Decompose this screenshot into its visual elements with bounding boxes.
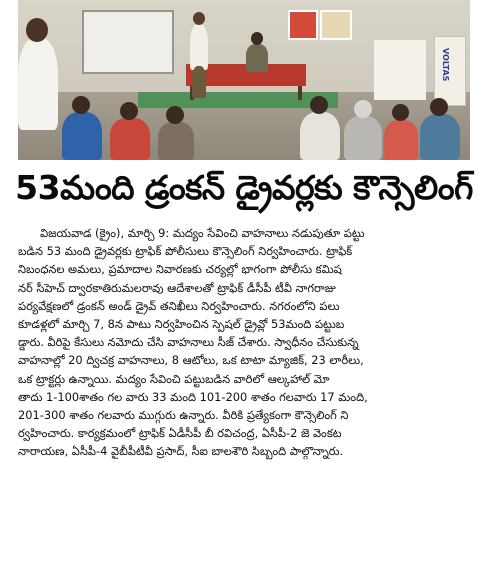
body-line: 201-300 శాతం గలవారు ముగ్గురు ఉన్నారు. వీరికి ప్రత్యేకంగా కౌన్సెలింగ్ ని — [18, 407, 349, 422]
photo-whiteboard — [82, 10, 174, 74]
photo-poster-red — [288, 10, 318, 40]
photo-table-leg — [298, 86, 302, 100]
photo-audience-head — [354, 100, 372, 118]
newspaper-clipping — [14, 0, 484, 548]
photo-green-carpet — [138, 92, 338, 108]
body-line: నారాయణ, ఏసీపీ-4 వైబీపీటీవీ ప్రసాద్, సీఐ బాలశౌరి సిబ్బంది పాల్గొన్నారు. — [18, 444, 344, 459]
photo-speaker-head — [193, 12, 205, 25]
body-line: పర్యవేక్షణలో డ్రంకన్ అండ్ డ్రైవ్ తనిఖీలు నిర్వహించారు. నగరంలోని పలు — [18, 298, 340, 313]
body-line: డ్డారు. వీరిపై కేసులు నమోదు చేసి వాహనాలు సీజ్ చేశారు. స్వాధీనం చేసుకున్న — [18, 335, 359, 350]
body-line: తాదు 1-100శాతం గల వారు 33 మంది 101-200 శాతం గలవారు 17 మంది, — [18, 389, 368, 404]
body-line: నర్ సీహెచ్ ద్వారకాతిరుమలరావు ఆదేశాలతో ట్రాఫిక్ డీసీపీ టీవీ నాగరాజు — [18, 280, 336, 295]
photo-poster-beige — [320, 10, 352, 40]
photo-audience — [420, 114, 460, 160]
photo-audience-head — [310, 96, 328, 114]
photo-cooler-brand: VOLTAS — [441, 48, 450, 82]
photo-audience — [110, 118, 150, 160]
body-line: బడిన 53 మంది డ్రైవర్లకు ట్రాఫిక్ పోలీసులు కౌన్సెలింగ్ నిర్వహించారు. ట్రాఫిక్ — [18, 244, 353, 259]
photo-air-cooler — [434, 36, 466, 106]
photo-audience-head — [430, 98, 448, 116]
article-body — [18, 224, 470, 460]
photo-man-left-head — [26, 18, 48, 42]
photo-audience — [62, 112, 102, 160]
photo-audience — [158, 122, 194, 160]
body-line: ర్వహించారు. కార్యక్రమంలో ట్రాఫిక్ ఏడీసీపీ బీ రవిచంద్ర, ఏసీపీ-2 జె వెంకట — [18, 426, 342, 441]
body-line: వాహనాల్లో 20 ద్విచక్ర వాహనాలు, 8 ఆటోలు, ఒక టాటా మ్యాజిక్, 23 లారీలు, — [18, 353, 364, 368]
photo-audience-head — [392, 104, 409, 121]
photo-audience-head — [72, 96, 90, 114]
photo-audience — [300, 112, 340, 160]
body-line: విజయవాడ (క్రైం), మార్చి 9: మద్యం సేవించి వాహనాలు నడుపుతూ పట్టు — [40, 226, 365, 240]
photo-speaker — [190, 24, 208, 70]
photo-man-left — [18, 38, 58, 130]
photo-audience-head — [120, 102, 138, 120]
photo-officer — [246, 44, 268, 72]
headline: 53మంది డ్రంకన్ డ్రైవర్లకు కౌన్సెలింగ్ — [15, 167, 473, 207]
photo-audience-head — [166, 106, 184, 124]
photo-officer-head — [251, 32, 263, 45]
photo-audience — [384, 120, 418, 160]
photo-audience — [344, 116, 382, 160]
news-photo — [18, 0, 470, 160]
body-line: కూడళ్లలో మార్చి 7, 8న పాటు నిర్వహించిన స్పెషల్ డ్రైవ్లో 53మంది పట్టుబ — [18, 316, 345, 331]
body-line: నిబంధనల అమలు, ప్రమాదాల నివారణకు చర్యల్లో భాగంగా పోలీసు కమిష — [18, 262, 342, 277]
body-line: ఒక ట్రాక్టర్లు ఉన్నాయి. మద్యం సేవించి పట్టుబడిన వారిలో ఆల్కహాల్ మో — [18, 371, 330, 386]
photo-speaker-legs — [192, 66, 206, 98]
photo-cabinet — [374, 40, 426, 100]
